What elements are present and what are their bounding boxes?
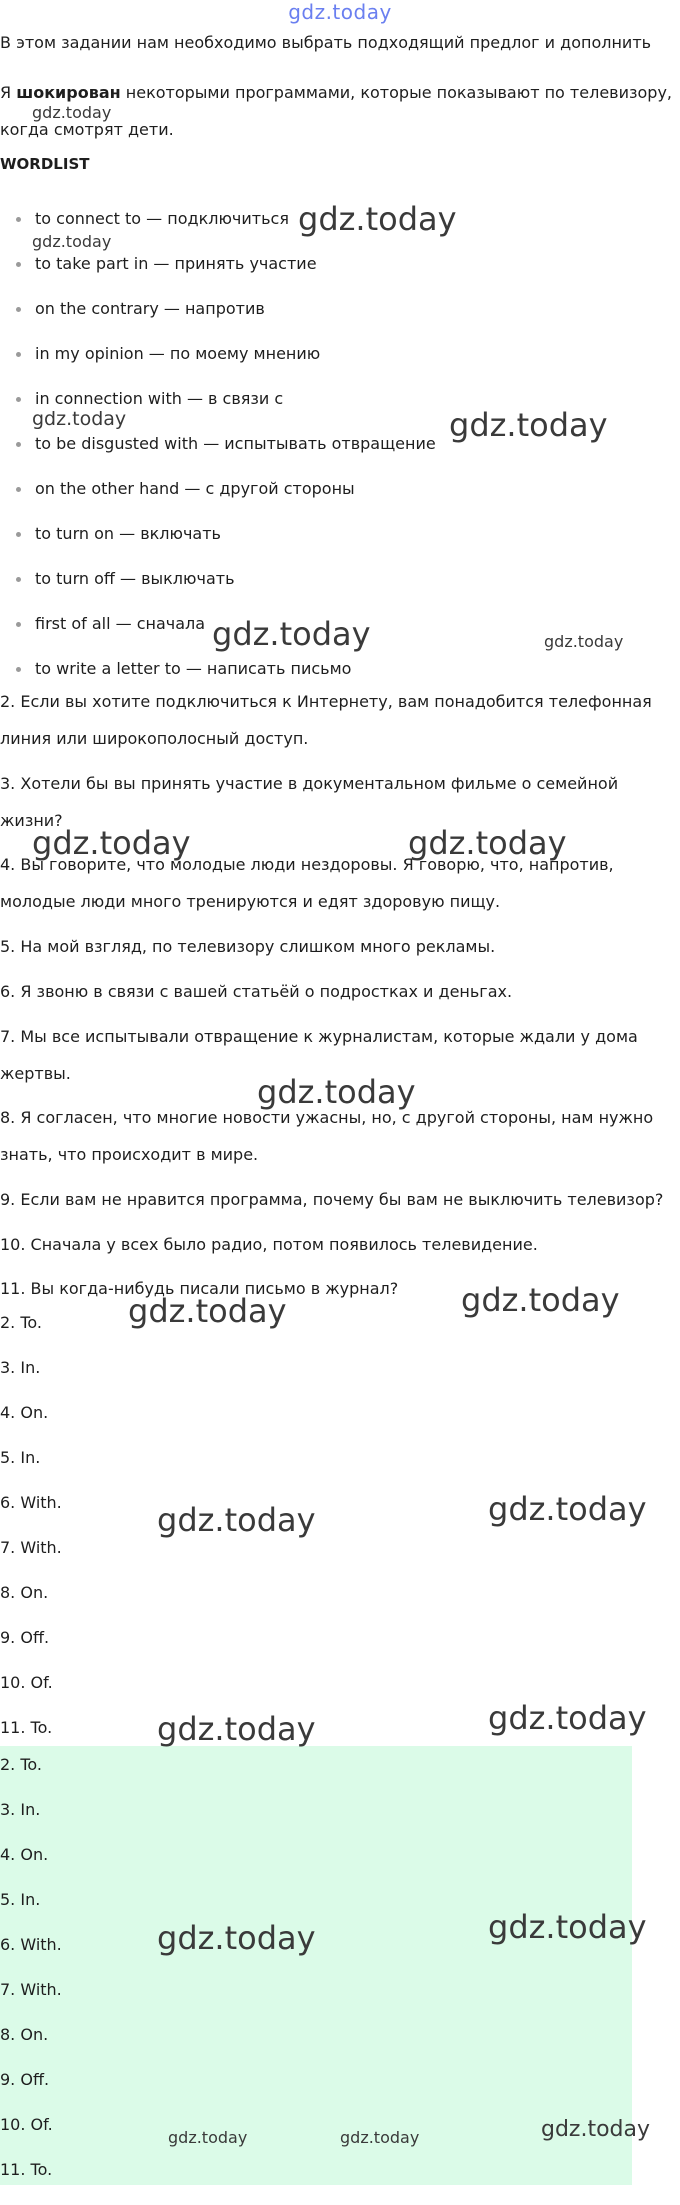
- answer-item: 5. In.: [0, 1448, 41, 1467]
- watermark: gdz.today: [128, 1292, 287, 1330]
- answer-item-highlighted: 11. To.: [0, 2160, 53, 2179]
- answer-item: 7. With.: [0, 1538, 62, 1557]
- watermark: gdz.today: [32, 408, 127, 430]
- answer-item: 10. Of.: [0, 1673, 53, 1692]
- answer-item-highlighted: 2. To.: [0, 1755, 42, 1774]
- wordlist-title: WORDLIST: [0, 155, 90, 173]
- watermark: gdz.today: [32, 232, 112, 251]
- translation-line: жизни?: [0, 811, 63, 830]
- answer-item-highlighted: 6. With.: [0, 1935, 62, 1954]
- translation-line: 7. Мы все испытывали отвращение к журналистам, которые ждали у дома: [0, 1027, 638, 1046]
- watermark: gdz.today: [541, 2117, 651, 2142]
- answers-list: [0, 1313, 680, 1763]
- watermark: gdz.today: [257, 1073, 416, 1111]
- answers-highlighted-list: [0, 1755, 680, 2205]
- translation-line: 4. Вы говорите, что молодые люди нездоровы. Я говорю, что, напротив,: [0, 855, 614, 874]
- translation-line: 8. Я согласен, что многие новости ужасны, но, с другой стороны, нам нужно: [0, 1108, 654, 1127]
- translation-line: 6. Я звоню в связи с вашей статьёй о подростках и деньгах.: [0, 982, 513, 1001]
- answer-item-highlighted: 7. With.: [0, 1980, 62, 1999]
- answer-item-highlighted: 3. In.: [0, 1800, 41, 1819]
- answer-item: 6. With.: [0, 1493, 62, 1512]
- watermark: gdz.today: [157, 1710, 316, 1748]
- answer-item: 11. To.: [0, 1718, 53, 1737]
- answer-item: 4. On.: [0, 1403, 49, 1422]
- wordlist: [0, 196, 680, 691]
- answer-item: 9. Off.: [0, 1628, 50, 1647]
- wordlist-item: in my opinion — по моему мнению: [0, 331, 680, 376]
- watermark: gdz.today: [488, 1908, 647, 1946]
- watermark: gdz.today: [298, 200, 457, 238]
- watermark: gdz.today: [449, 406, 608, 444]
- translation-line: линия или широкополосный доступ.: [0, 729, 309, 748]
- example-sentence: [0, 83, 672, 103]
- wordlist-item: to write a letter to — написать письмо: [0, 646, 680, 691]
- wordlist-item: to turn off — выключать: [0, 556, 680, 601]
- watermark: gdz.today: [488, 1699, 647, 1737]
- sentence-bold-word: шокирован: [16, 83, 121, 102]
- answer-item-highlighted: 4. On.: [0, 1845, 49, 1864]
- sentence-rest: некоторыми программами, которые показывают по телевизору,: [120, 83, 672, 102]
- translation-line: 11. Вы когда-нибудь писали письмо в журнал?: [0, 1279, 399, 1298]
- answer-item: 8. On.: [0, 1583, 49, 1602]
- answer-item-highlighted: 5. In.: [0, 1890, 41, 1909]
- example-sentence-line2: когда смотрят дети.: [0, 120, 174, 139]
- watermark: gdz.today: [212, 615, 371, 653]
- watermark: gdz.today: [488, 1490, 647, 1528]
- translation-line: 10. Сначала у всех было радио, потом появилось телевидение.: [0, 1235, 538, 1254]
- translation-line: молодые люди много тренируются и едят здоровую пищу.: [0, 892, 501, 911]
- watermark: gdz.today: [408, 824, 567, 862]
- watermark: gdz.today: [32, 824, 191, 862]
- answer-item-highlighted: 10. Of.: [0, 2115, 53, 2134]
- wordlist-item: to turn on — включать: [0, 511, 680, 556]
- answer-item-highlighted: 9. Off.: [0, 2070, 50, 2089]
- answer-item: 3. In.: [0, 1358, 41, 1377]
- watermark: gdz.today: [168, 2128, 248, 2147]
- watermark: gdz.today: [32, 103, 112, 122]
- watermark: gdz.today: [461, 1281, 620, 1319]
- wordlist-item: in connection with — в связи с: [0, 376, 680, 421]
- translation-line: знать, что происходит в мире.: [0, 1145, 259, 1164]
- wordlist-item: to connect to — подключиться: [0, 196, 680, 241]
- translation-line: 9. Если вам не нравится программа, почему бы вам не выключить телевизор?: [0, 1190, 664, 1209]
- sentence-prefix: Я: [0, 83, 17, 102]
- translation-line: жертвы.: [0, 1064, 71, 1083]
- wordlist-item: on the contrary — напротив: [0, 286, 680, 331]
- watermark: gdz.today: [340, 2128, 420, 2147]
- watermark: gdz.today: [544, 632, 624, 651]
- wordlist-item: on the other hand — с другой стороны: [0, 466, 680, 511]
- wordlist-item: to be disgusted with — испытывать отвращение: [0, 421, 680, 466]
- watermark: gdz.today: [157, 1919, 316, 1957]
- watermark: gdz.today: [157, 1501, 316, 1539]
- wordlist-item: first of all — сначала: [0, 601, 680, 646]
- translation-line: 3. Хотели бы вы принять участие в документальном фильме о семейной: [0, 774, 619, 793]
- translation-line: 2. Если вы хотите подключиться к Интернету, вам понадобится телефонная: [0, 692, 652, 711]
- site-logo[interactable]: gdz.today: [288, 0, 392, 24]
- answer-item: 2. To.: [0, 1313, 42, 1332]
- wordlist-item: to take part in — принять участие: [0, 241, 680, 286]
- answer-item-highlighted: 8. On.: [0, 2025, 49, 2044]
- task-intro: В этом задании нам необходимо выбрать подходящий предлог и дополнить: [0, 33, 652, 52]
- translation-line: 5. На мой взгляд, по телевизору слишком много рекламы.: [0, 937, 496, 956]
